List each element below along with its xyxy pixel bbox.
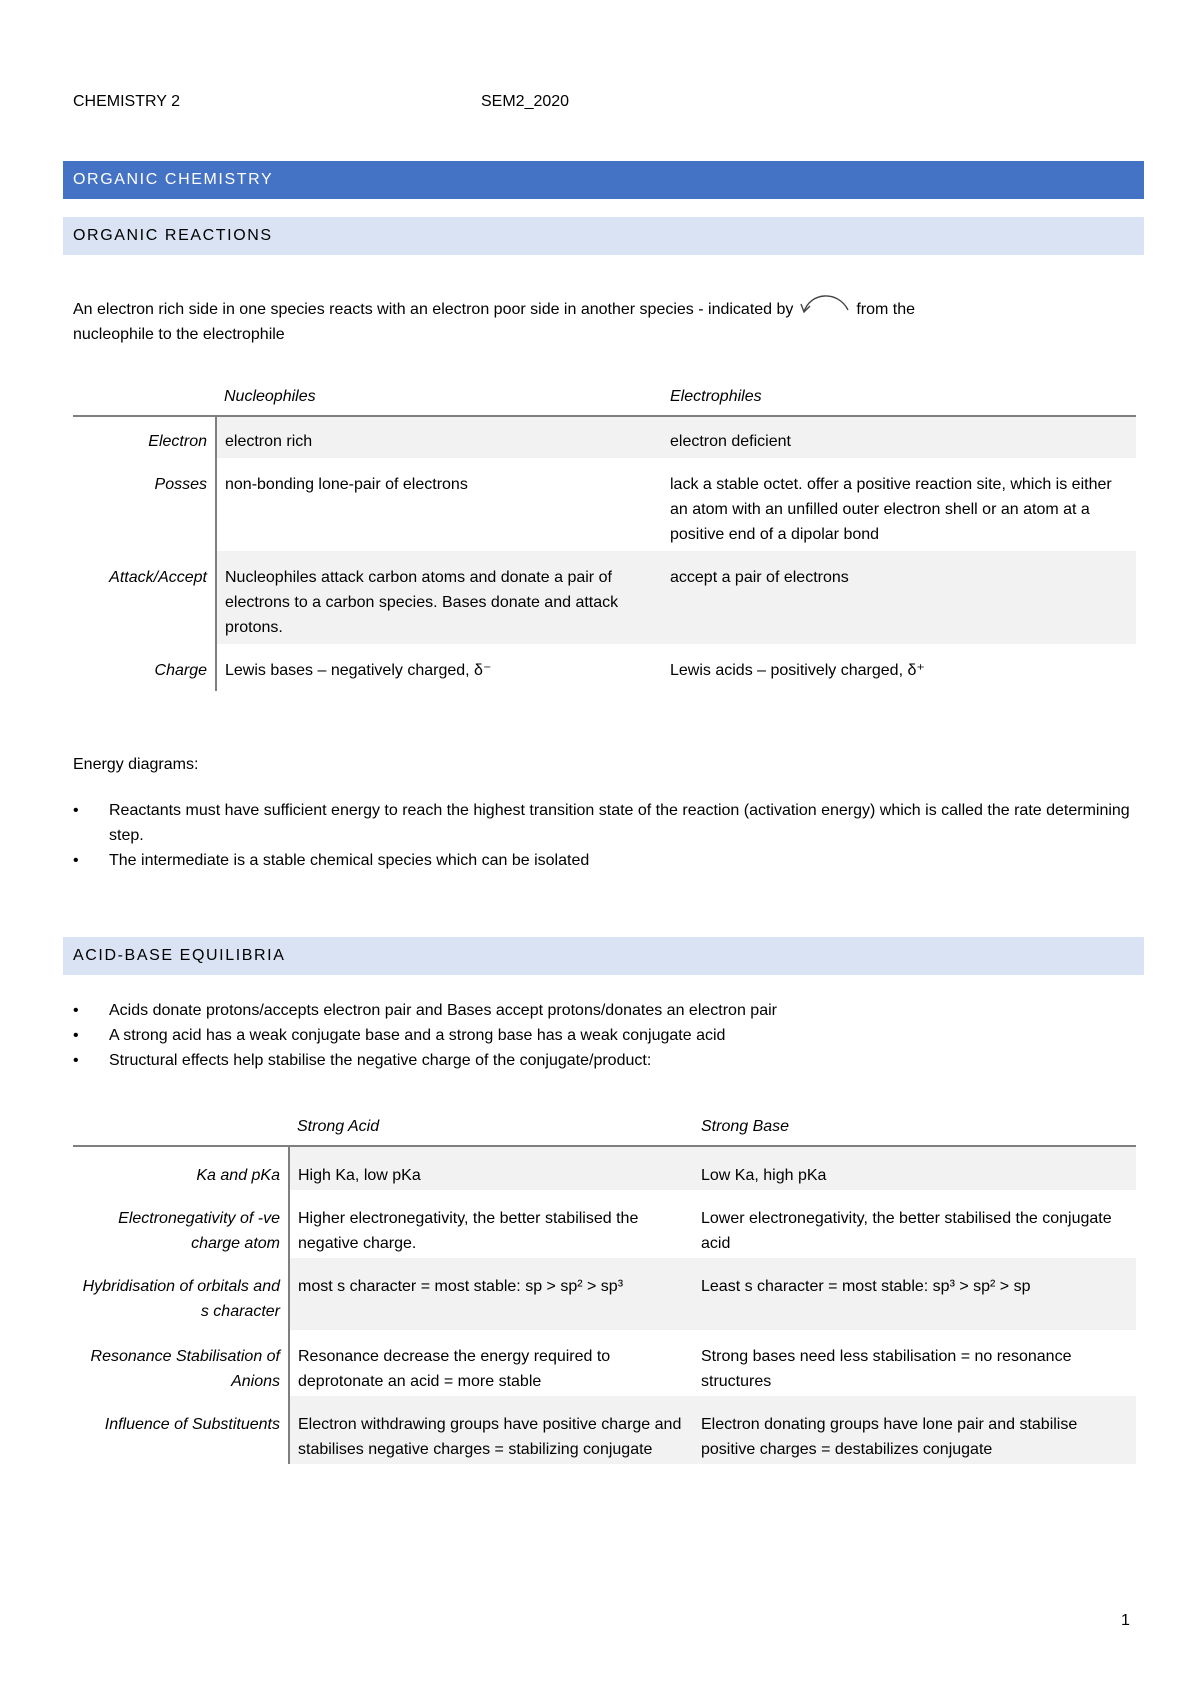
header-semester: SEM2_2020 [481,93,570,110]
table-row [73,458,1136,551]
strong-acid-base-table [73,1114,1136,1464]
bullet-icon: • [73,1027,79,1044]
intro-text-line2: nucleophile to the electrophile [73,326,285,343]
row-label: Electron [73,416,216,458]
bullet-icon: • [73,802,79,819]
table-cell: Higher electronegativity, the better stabilised the negative charge. [298,1210,639,1252]
table-corner [73,1114,289,1146]
table-cell: Lower electronegativity, the better stabilised the conjugate acid [701,1210,1112,1252]
page-number: 1 [1121,1612,1130,1629]
table-cell: Strong bases need less stabilisation = no resonance structures [701,1348,1072,1390]
table-row [73,1396,1136,1464]
table-cell: Low Ka, high pKa [693,1146,1136,1190]
table-cell: lack a stable octet. offer a positive reaction site, which is either an atom with an unfilled outer electron shell or an atom at a positive end of a dipolar bond [670,476,1112,543]
table-corner [73,384,216,416]
table-cell: Electron withdrawing groups have positive charge and stabilises negative charges = stabilizing conjugate [289,1396,693,1464]
list-item: • A strong acid has a weak conjugate base and a strong base has a weak conjugate acid [73,1023,1143,1048]
table-cell: non-bonding lone-pair of electrons [225,476,468,493]
acid-base-heading: ACID-BASE EQUILIBRIA [63,937,1144,975]
column-header-strong-base: Strong Base [693,1114,1136,1146]
table-cell: Resonance decrease the energy required to deprotonate an acid = more stable [298,1348,611,1390]
table-cell: Least s character = most stable: sp³ > sp² > sp [693,1258,1136,1330]
header-course: CHEMISTRY 2 [73,93,180,110]
energy-bullet-list [73,798,1143,873]
bullet-icon: • [73,1052,79,1069]
table-cell: High Ka, low pKa [289,1146,693,1190]
intro-text-before: An electron rich side in one species reacts with an electron poor side in another species - indicated by [73,301,794,318]
intro-paragraph [73,290,1133,347]
list-item: • The intermediate is a stable chemical species which can be isolated [73,848,1143,873]
table-cell: Lewis bases – negatively charged, δ⁻ [225,662,492,679]
table-row [73,1258,1136,1330]
row-label: Hybridisation of orbitals and s character [73,1258,289,1330]
table-row [73,416,1136,458]
energy-diagrams-title: Energy diagrams: [73,756,199,773]
column-header-nucleophiles: Nucleophiles [216,384,662,416]
table-row [73,1146,1136,1190]
bullet-icon: • [73,852,79,869]
bullet-icon: • [73,1002,79,1019]
curved-arrow-icon [798,290,852,318]
table-cell: Nucleophiles attack carbon atoms and donate a pair of electrons to a carbon species. Bases donate and attack protons. [216,551,662,644]
row-label: Charge [73,644,216,691]
intro-text-after: from the [856,301,915,318]
table-cell: Electron donating groups have lone pair and stabilise positive charges = destabilizes conjugate [693,1396,1136,1464]
row-label: Posses [73,458,216,551]
section-title: ORGANIC CHEMISTRY [63,161,1144,199]
table-cell: Lewis acids – positively charged, δ⁺ [670,662,925,679]
nucleophile-electrophile-table [73,384,1136,691]
acid-base-bullet-list [73,998,1143,1073]
column-header-strong-acid: Strong Acid [289,1114,693,1146]
row-label: Electronegativity of -ve charge atom [73,1190,289,1258]
table-cell: electron rich [216,416,662,458]
row-label: Resonance Stabilisation of Anions [73,1330,289,1396]
column-header-electrophiles: Electrophiles [662,384,1136,416]
list-item: • Acids donate protons/accepts electron pair and Bases accept protons/donates an electron pair [73,998,1143,1023]
row-label: Influence of Substituents [73,1396,289,1464]
table-cell: electron deficient [662,416,1136,458]
table-cell: accept a pair of electrons [662,551,1136,644]
table-cell: most s character = most stable: sp > sp² > sp³ [289,1258,693,1330]
table-row [73,1330,1136,1396]
organic-reactions-heading: ORGANIC REACTIONS [63,217,1144,255]
table-row [73,644,1136,691]
list-item: • Structural effects help stabilise the negative charge of the conjugate/product: [73,1048,1143,1073]
list-item: • Reactants must have sufficient energy to reach the highest transition state of the reaction (activation energy) which is called the rate determining step. [73,798,1143,848]
table-row [73,1190,1136,1258]
row-label: Ka and pKa [73,1146,289,1190]
table-row [73,551,1136,644]
row-label: Attack/Accept [73,551,216,644]
